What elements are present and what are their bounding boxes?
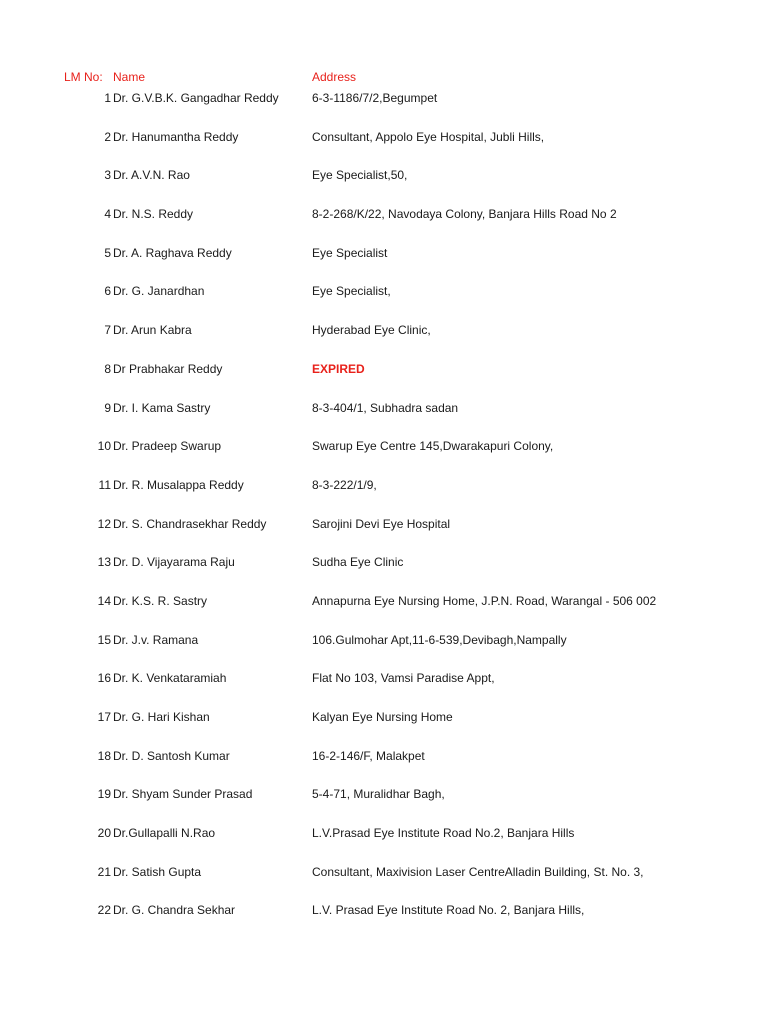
table-row (0, 517, 768, 556)
lm-number: 11 (98, 477, 111, 492)
member-address: Hyderabad Eye Clinic, (312, 323, 431, 338)
member-name: Dr. I. Kama Sastry (113, 400, 211, 415)
member-name: Dr. A. Raghava Reddy (113, 245, 232, 260)
lm-number: 18 (97, 748, 111, 763)
header-name: Name (113, 70, 146, 84)
member-name: Dr.Gullapalli N.Rao (113, 826, 216, 841)
member-address: 5-4-71, Muralidhar Bagh, (312, 787, 445, 802)
member-name: Dr. Arun Kabra (113, 323, 192, 338)
member-address: Eye Specialist, (312, 284, 391, 299)
member-name: Dr. Pradeep Swarup (113, 439, 222, 454)
member-name: Dr. D. Vijayarama Raju (113, 555, 235, 570)
member-address: Eye Specialist (312, 245, 388, 260)
member-name: Dr. S. Chandrasekhar Reddy (113, 516, 267, 531)
lm-number: 5 (104, 245, 111, 260)
table-row (0, 787, 768, 826)
lm-number: 12 (97, 516, 111, 531)
member-address: 8-2-268/K/22, Navodaya Colony, Banjara Hills Road No 2 (312, 207, 617, 222)
member-name: Dr. G. Janardhan (113, 284, 205, 299)
header-address: Address (312, 70, 357, 84)
table-row (0, 865, 768, 904)
table-row (0, 362, 768, 401)
member-address: 6-3-1186/7/2,Begumpet (312, 91, 438, 105)
member-address: Annapurna Eye Nursing Home, J.P.N. Road, Warangal - 506 002 (312, 593, 657, 608)
member-address: 8-3-404/1, Subhadra sadan (312, 400, 459, 415)
lm-number: 4 (104, 207, 111, 222)
member-name: Dr. K.S. R. Sastry (113, 593, 208, 608)
member-name: Dr. J.v. Ramana (113, 632, 199, 647)
table-row (0, 130, 768, 169)
lm-number: 7 (104, 323, 111, 338)
lm-number: 1 (104, 91, 111, 105)
table-row (0, 671, 768, 710)
table-row (0, 710, 768, 749)
lm-number: 15 (97, 632, 111, 647)
member-address: Sudha Eye Clinic (312, 555, 404, 570)
table-row (0, 401, 768, 440)
lm-number: 6 (104, 284, 111, 299)
lm-number: 16 (97, 671, 111, 686)
member-address: Swarup Eye Centre 145,Dwarakapuri Colony, (312, 439, 554, 454)
member-name: Dr. R. Musalappa Reddy (113, 477, 244, 492)
member-address: 106.Gulmohar Apt,11-6-539,Devibagh,Nampally (312, 632, 567, 647)
member-address: L.V.Prasad Eye Institute Road No.2, Banjara Hills (312, 826, 575, 841)
member-name: Dr. Satish Gupta (113, 864, 202, 879)
table-row (0, 246, 768, 285)
lm-number: 22 (97, 903, 111, 918)
lm-number: 19 (97, 787, 111, 802)
member-address: L.V. Prasad Eye Institute Road No. 2, Banjara Hills, (312, 903, 585, 918)
member-address: Consultant, Maxivision Laser CentreAlladin Building, St. No. 3, (312, 864, 644, 879)
table-row (0, 91, 768, 130)
member-address: Eye Specialist,50, (312, 168, 408, 183)
member-address: 8-3-222/1/9, (312, 477, 377, 492)
column-header-row (0, 70, 768, 88)
member-name: Dr. G.V.B.K. Gangadhar Reddy (113, 91, 279, 105)
table-row (0, 284, 768, 323)
table-row (0, 633, 768, 672)
table-row (0, 555, 768, 594)
member-name: Dr. K. Venkataramiah (113, 671, 227, 686)
member-address: Kalyan Eye Nursing Home (312, 710, 453, 724)
table-row (0, 207, 768, 246)
table-row (0, 323, 768, 362)
expired-status: EXPIRED (312, 361, 365, 376)
lm-number: 14 (97, 593, 111, 608)
lm-number: 10 (97, 439, 111, 454)
member-name: Dr Prabhakar Reddy (113, 361, 223, 376)
lm-number: 13 (97, 555, 111, 570)
table-row (0, 439, 768, 478)
table-row (0, 903, 768, 942)
member-address: Consultant, Appolo Eye Hospital, Jubli Hills, (312, 129, 545, 144)
lm-number: 2 (104, 129, 111, 144)
member-name: Dr. D. Santosh Kumar (113, 748, 230, 763)
member-name: Dr. G. Hari Kishan (113, 710, 210, 724)
member-name: Dr. Shyam Sunder Prasad (113, 787, 253, 802)
table-row (0, 168, 768, 207)
member-name: Dr. N.S. Reddy (113, 207, 194, 222)
table-row (0, 594, 768, 633)
lm-number: 21 (97, 864, 111, 879)
member-list (0, 91, 768, 942)
member-address: Sarojini Devi Eye Hospital (312, 516, 451, 531)
member-name: Dr. G. Chandra Sekhar (113, 903, 236, 918)
lm-number: 3 (104, 168, 111, 183)
member-name: Dr. Hanumantha Reddy (113, 129, 239, 144)
lm-number: 8 (104, 361, 111, 376)
member-name: Dr. A.V.N. Rao (113, 168, 190, 183)
member-address: 16-2-146/F, Malakpet (312, 748, 425, 763)
table-row (0, 826, 768, 865)
lm-number: 20 (97, 826, 111, 841)
header-lm-no: LM No: (64, 70, 103, 84)
member-address: Flat No 103, Vamsi Paradise Appt, (312, 671, 495, 686)
lm-number: 17 (97, 710, 111, 724)
table-row (0, 749, 768, 788)
table-row (0, 478, 768, 517)
lm-number: 9 (104, 400, 111, 415)
